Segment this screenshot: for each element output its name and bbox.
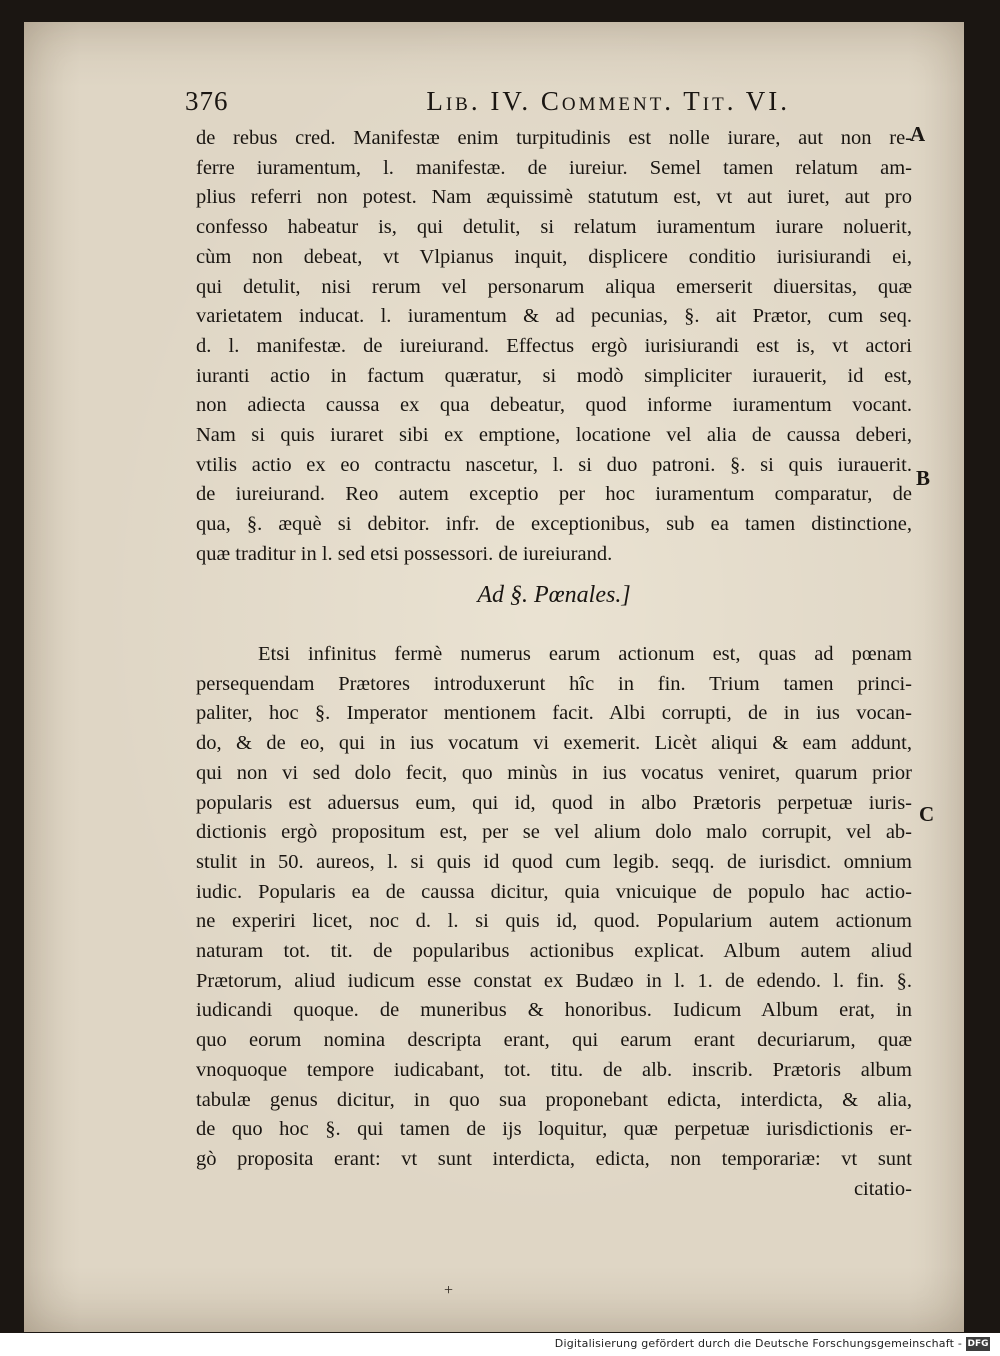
text-line: ne experiri licet, noc d. l. si quis id, quod. Popularium autem actionum <box>196 910 912 933</box>
text-line: vtilis actio ex eo contractu nascetur, l. si duo patroni. §. si quis iurauerit. <box>196 453 912 476</box>
funding-note: Digitalisierung gefördert durch die Deutsche Forschungsgemeinschaft - <box>554 1337 962 1350</box>
text-line: cùm non debeat, vt Vlpianus inquit, displicere conditio iurisiurandi ei, <box>196 245 912 268</box>
text-line: dictionis ergò propositum est, per se vel alium dolo malo corrupit, vel ab- <box>196 821 912 844</box>
section-heading: Ad §. Pœnales.] <box>477 582 631 608</box>
text-line: non adiecta caussa ex qua debeatur, quod informe iuramentum vocant. <box>196 394 912 417</box>
margin-marker-a: A <box>910 122 926 146</box>
text-line: varietatem inducat. l. iuramentum & ad pecunias, §. ait Prætor, cum seq. <box>196 305 912 328</box>
signature-mark: + <box>444 1282 454 1299</box>
paragraph-1 <box>196 124 912 570</box>
text-line: tabulæ genus dicitur, in quo sua proponebant edicta, interdicta, & alia, <box>196 1088 912 1111</box>
margin-marker-c: C <box>919 802 935 826</box>
text-line: d. l. manifestæ. de iureiurand. Effectus ergò iurisiurandi est is, vt actori <box>196 334 912 357</box>
text-line: do, & de eo, qui in ius vocatum vi exemerit. Licèt aliqui & eam addunt, <box>196 732 912 755</box>
text-line: de quo hoc §. qui tamen de ijs loquitur, quæ perpetuæ iurisdictionis er- <box>196 1118 912 1141</box>
text-line: Etsi infinitus fermè numerus earum actionum est, quas ad pœnam <box>258 643 912 665</box>
text-line: stulit in 50. aureos, l. si quis id quod cum legib. seqq. de iurisdict. omnium <box>196 850 912 873</box>
text-line: Prætorum, aliud iudicum esse constat ex Budæo in l. 1. de edendo. l. fin. §. <box>196 969 912 992</box>
text-line: iuranti actio in factum quæratur, si modò simpliciter iurauerit, id est, <box>196 364 912 387</box>
text-line: iudicandi quoque. de muneribus & honoribus. Iudicum Album erat, in <box>196 999 912 1022</box>
text-line: vnoquoque tempore iudicabant, tot. titu. de alb. inscrib. Prætoris album <box>196 1058 912 1081</box>
paragraph-2 <box>196 640 912 1204</box>
text-line: gò proposita erant: vt sunt interdicta, edicta, non temporariæ: vt sunt <box>196 1147 912 1170</box>
text-line: Nam si quis iuraret sibi ex emptione, locatione vel alia de caussa deberi, <box>196 424 912 447</box>
dfg-logo-icon: DFG <box>967 1339 989 1349</box>
running-head <box>185 86 790 126</box>
text-line: plius referri non potest. Nam æquissimè statutum est, vt aut iuret, aut pro <box>196 186 912 209</box>
text-line: popularis est aduersus eum, qui id, quod in albo Prætoris perpetuæ iuris- <box>196 791 912 814</box>
text-line: quo eorum nomina descripta erant, qui earum erant decuriarum, quæ <box>196 1029 912 1052</box>
text-line: de rebus cred. Manifestæ enim turpitudinis est nolle iurare, aut non re- <box>196 127 912 149</box>
text-line: qui non vi sed dolo fecit, quo minùs in ius vocatus veniret, quarum prior <box>196 761 912 784</box>
text-line: persequendam Prætores introduxerunt hîc in fin. Trium tamen princi- <box>196 672 912 695</box>
text-line: naturam tot. tit. de popularibus actionibus explicat. Album autem aliud <box>196 940 912 963</box>
digitization-footer <box>0 1333 1000 1356</box>
text-line: de iureiurand. Reo autem exceptio per hoc iuramentum comparatur, de <box>196 483 912 506</box>
text-line: ferre iuramentum, l. manifestæ. de iureiur. Semel tamen relatum am- <box>196 156 912 179</box>
text-line: qui detulit, nisi rerum vel personarum aliqua emerserit diuersitas, quæ <box>196 275 912 298</box>
text-line: quæ traditur in l. sed etsi possessori. de iureiurand. <box>196 542 613 565</box>
catchword: citatio- <box>853 1177 912 1200</box>
text-line: qua, §. æquè si debitor. infr. de exceptionibus, sub ea tamen distinctione, <box>196 513 912 536</box>
margin-marker-b: B <box>916 466 931 490</box>
page-number: 376 <box>185 86 229 116</box>
text-line: paliter, hoc §. Imperator mentionem facit. Albi corrupti, de in ius vocan- <box>196 702 912 725</box>
text-line: confesso habeatur is, qui detulit, si relatum iuramentum iurare noluerit, <box>196 216 912 239</box>
running-title: Lib. IV. Comment. Tit. VI. <box>426 86 790 116</box>
text-line: iudic. Popularis ea de caussa dicitur, quia vnicuique de populo hac actio- <box>196 880 912 903</box>
